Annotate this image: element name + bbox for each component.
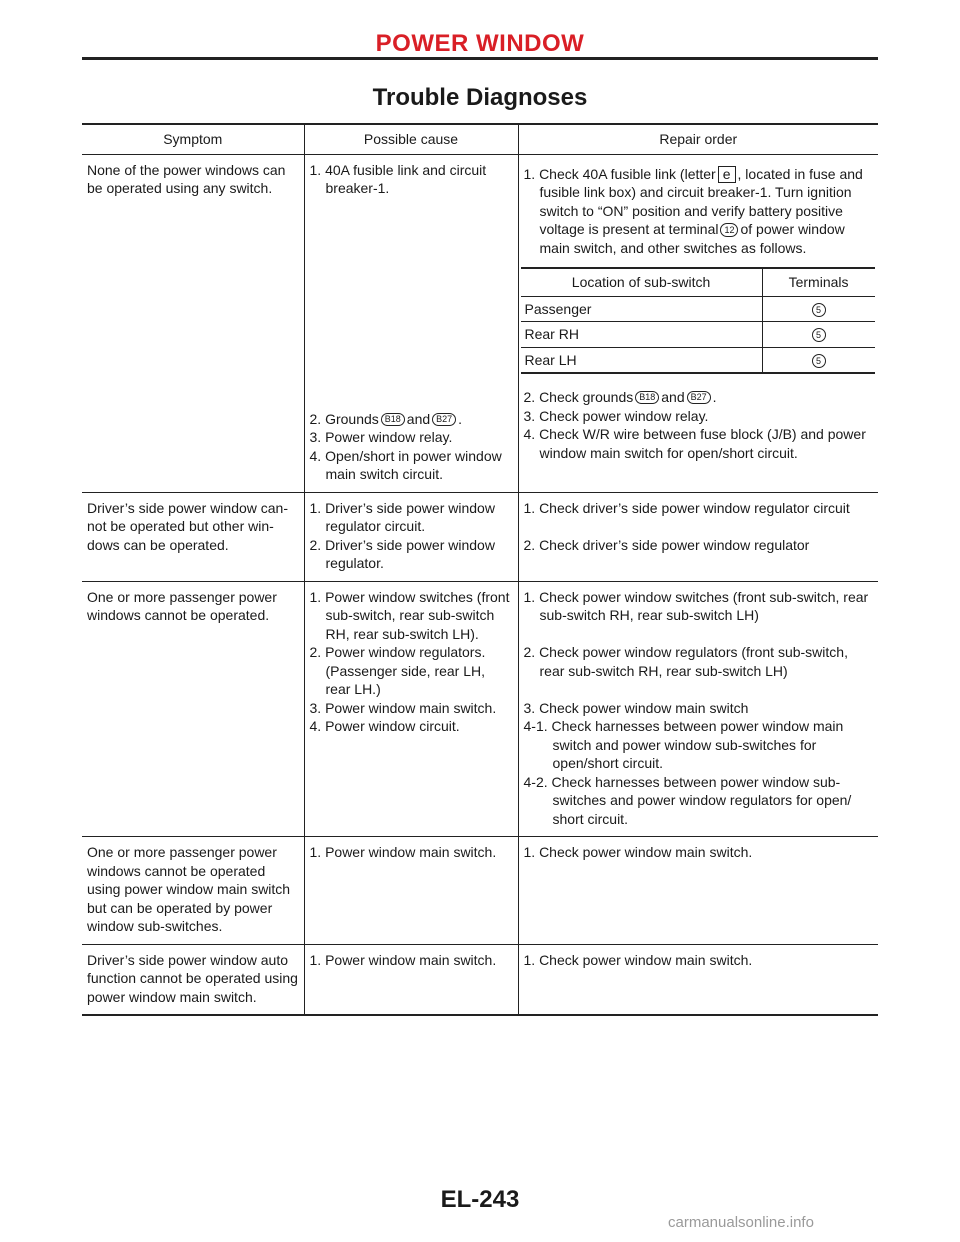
cause-text: 2. Grounds [309, 410, 379, 427]
terminal-5-icon: 5 [812, 328, 826, 342]
repair-item: 4-1. Check harnesses between power window main switch and power window sub-switches for open/short circuit. [523, 718, 844, 771]
sub-table-header-row [521, 268, 875, 296]
repair-item [524, 165, 874, 258]
sub-location: Rear LH [521, 347, 763, 373]
connector-b18-icon: B18 [635, 391, 659, 404]
repair-item: 1. Check power window switches (front sub-switch, rear sub-switch RH, rear sub-switch LH) [523, 588, 869, 623]
cause-item: 3. Power window relay. [309, 429, 453, 445]
cause-item: 1. Power window main switch. [309, 844, 497, 860]
repair-item [524, 388, 874, 407]
repair-cell [518, 154, 878, 492]
header-possible-cause: Possible cause [304, 124, 518, 154]
cause-cell [304, 944, 518, 1015]
cause-item [310, 410, 513, 429]
sub-terminal [762, 296, 874, 322]
diagnosis-table-container [82, 123, 878, 1016]
cause-cell [304, 154, 518, 492]
spacer [524, 680, 874, 699]
repair-item: 3. Check power window main switch [523, 699, 749, 716]
fusible-link-letter: e [718, 166, 736, 183]
symptom-cell [82, 837, 304, 945]
section-header-title: POWER WINDOW [375, 30, 585, 57]
page-title: Trouble Diagnoses [372, 84, 588, 111]
connector-b18-icon: B18 [381, 413, 405, 426]
header-symptom: Symptom [82, 124, 304, 154]
cause-text: and [406, 410, 431, 427]
sub-terminal [762, 322, 874, 348]
cause-item: 1. Power window main switch. [309, 951, 497, 968]
symptom-cell [82, 581, 304, 837]
connector-b27-icon: B27 [432, 413, 456, 426]
repair-item: 2. Check driver’s side power window regulator [523, 536, 810, 553]
connector-b27-icon: B27 [687, 391, 711, 404]
sub-terminal [762, 347, 874, 373]
cause-item: 4. Open/short in power window main switch circuit. [309, 447, 502, 482]
symptom-cell [82, 944, 304, 1015]
cause-item: 2. Power window regulators. (Passenger side, rear LH, rear LH.) [309, 644, 486, 697]
table-row [82, 837, 878, 945]
watermark: carmanualsonline.info [668, 1214, 814, 1231]
symptom-cell [82, 154, 304, 492]
symptom-text: None of the power windows can be operated using any switch. [87, 161, 286, 196]
cause-item: 2. Driver’s side power window regulator. [309, 536, 495, 571]
spacer [524, 517, 874, 536]
spacer [524, 625, 874, 644]
diagnosis-table [82, 123, 878, 1016]
cause-item: 3. Power window main switch. [309, 699, 497, 716]
repair-item: 1. Check power window main switch. [523, 844, 753, 860]
repair-cell [518, 581, 878, 837]
repair-cell [518, 492, 878, 581]
repair-text: 1. Check 40A fusible link (letter [523, 165, 716, 182]
repair-cell [518, 837, 878, 945]
table-row [82, 581, 878, 837]
repair-item: 3. Check power window relay. [523, 407, 709, 424]
sub-header-location: Location of sub-switch [521, 268, 763, 296]
repair-item: 1. Check driver’s side power window regulator circuit [523, 499, 850, 516]
table-row [82, 154, 878, 492]
header-repair-order: Repair order [518, 124, 878, 154]
sub-location: Rear RH [521, 322, 763, 348]
repair-item: 4. Check W/R wire between fuse block (J/B) and power window main switch for open/short circuit. [523, 426, 866, 461]
cause-cell [304, 581, 518, 837]
symptom-text: One or more passenger power windows cannot be operated. [87, 588, 277, 623]
sub-header-terminals: Terminals [762, 268, 874, 296]
terminal-5-icon: 5 [812, 354, 826, 368]
page-code: EL-243 [440, 1186, 520, 1213]
cause-item: 1. Driver’s side power window regulator circuit. [309, 499, 495, 534]
cause-text: . [458, 410, 463, 427]
sub-table-row [521, 347, 875, 373]
table-row [82, 944, 878, 1015]
repair-text: and [661, 389, 685, 405]
symptom-text: Driver’s side power window can-not be operated but other win-dows can be operated. [87, 499, 289, 553]
repair-text: 2. Check grounds [523, 389, 634, 405]
repair-item: 4-2. Check harnesses between power window sub-switches and power window regulators for open/ short circuit. [523, 773, 852, 827]
table-header-row [82, 124, 878, 154]
repair-text: . [712, 389, 717, 405]
sub-table-row [521, 296, 875, 322]
header-rule [82, 57, 878, 60]
repair-cell [518, 944, 878, 1015]
terminal-5-icon: 5 [812, 303, 826, 317]
cause-item: 1. 40A fusible link and circuit breaker-1. [309, 161, 487, 196]
terminal-12-icon: 12 [720, 223, 738, 237]
table-row [82, 492, 878, 581]
sub-table-row [521, 322, 875, 348]
symptom-text: Driver’s side power window auto function cannot be operated using power window main switch. [87, 951, 298, 1005]
cause-item: 1. Power window switches (front sub-switch, rear sub-switch RH, rear sub-switch LH). [309, 588, 510, 642]
repair-text: of power window main switch, and other switches as follows. [539, 221, 845, 256]
repair-item: 1. Check power window main switch. [523, 951, 753, 968]
cause-item: 4. Power window circuit. [309, 718, 460, 734]
sub-switch-table [521, 267, 875, 374]
spacer [310, 198, 513, 410]
symptom-text: One or more passenger power windows cannot be operated using power window main switch but can be operated by power window sub-switches. [87, 844, 291, 934]
repair-text: , located in fuse and fusible link box) and circuit breaker-1. Turn ignition switch to “ON” position and verify battery positive voltage is present at terminal [539, 165, 863, 237]
sub-location: Passenger [521, 296, 763, 322]
cause-cell [304, 837, 518, 945]
symptom-cell [82, 492, 304, 581]
cause-cell [304, 492, 518, 581]
repair-item: 2. Check power window regulators (front sub-switch, rear sub-switch RH, rear sub-switch LH) [523, 644, 848, 679]
